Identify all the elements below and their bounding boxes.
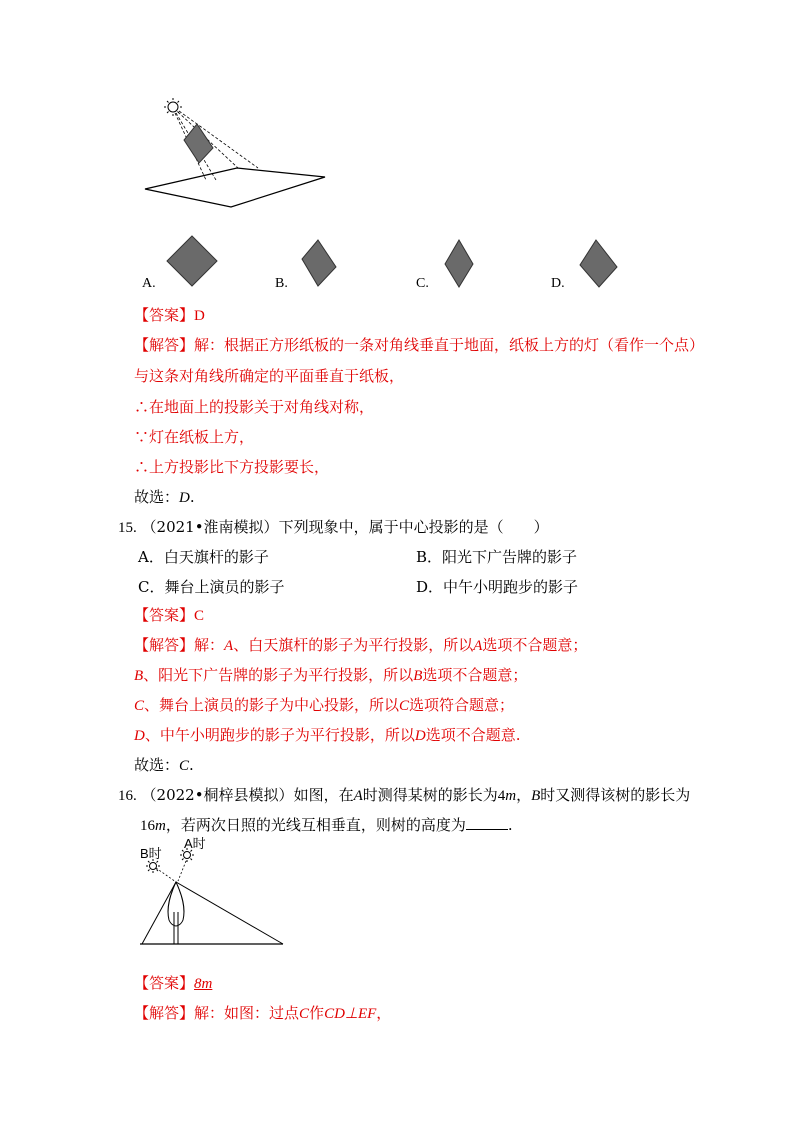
option-label: B． [416, 548, 443, 566]
solution-var: C [399, 698, 410, 714]
stem-number: 16 [140, 818, 155, 834]
q16-solution-line-1 [134, 1003, 391, 1024]
ray-b-lower [176, 882, 283, 944]
conclusion-suffix: . [189, 756, 194, 774]
option-label: D． [416, 578, 444, 596]
solution-prefix: 解： [194, 636, 225, 654]
solution-text: 选项符合题意； [409, 696, 515, 714]
solution-var: C [299, 1006, 310, 1022]
ray-b-upper [156, 868, 176, 882]
solution-var: B [413, 668, 423, 684]
solution-var: B [134, 668, 144, 684]
solution-text: 、阳光下广告牌的影子为平行投影，所以 [143, 666, 414, 684]
conclusion-prefix: 故选： [134, 488, 180, 506]
option-label: A． [138, 548, 164, 566]
solution-text: 、中午小明跑步的影子为平行投影，所以 [144, 726, 415, 744]
answer-value: 8m [194, 976, 213, 992]
a-time-label: A时 [184, 836, 206, 851]
q14-option-c-label: C. [416, 276, 429, 291]
q14-option-b-label: B. [275, 276, 288, 291]
q16-answer [134, 973, 212, 994]
question-number: 16. [118, 788, 137, 804]
stem-text: 如图，在 [293, 786, 354, 804]
solution-text: 作 [309, 1004, 325, 1022]
conclusion-value: D [179, 490, 190, 506]
solution-var: D [134, 728, 145, 744]
solution-text: 解：根据正方形纸板的一条对角线垂直于地面，纸板上方的灯（看作一个点） [194, 336, 705, 354]
ray-a-lower [142, 882, 176, 944]
solution-var: A [473, 638, 483, 654]
jieda-tag: 【解答】 [134, 636, 195, 654]
solution-var: A [224, 638, 234, 654]
answer-value: D [194, 308, 205, 324]
stem-text: ， [516, 786, 532, 804]
stem-text: ，若两次日照的光线互相垂直，则树的高度为 [165, 816, 466, 834]
solution-text: 选项不合题意； [422, 666, 528, 684]
solution-text: 解：如图：过点 [194, 1004, 300, 1022]
stem-var: B [531, 788, 541, 804]
option-text: 中午小明跑步的影子 [443, 578, 579, 596]
conclusion-suffix: . [189, 488, 195, 506]
jieda-tag: 【解答】 [134, 336, 195, 354]
q14-solution-line-4: ∵灯在纸板上方， [134, 428, 255, 446]
solution-text: 选项不合题意； [482, 636, 588, 654]
option-text: 阳光下广告牌的影子 [442, 548, 578, 566]
question-source: （2021•淮南模拟） [141, 518, 279, 536]
q14-option-a-label: A. [142, 276, 156, 291]
stem-number: 4 [497, 788, 506, 804]
question-number: 15. [118, 520, 137, 536]
solution-var: C [134, 698, 145, 714]
option-label: C． [138, 578, 165, 596]
answer-value: C [194, 608, 205, 624]
answer-tag: 【答案】 [134, 606, 195, 624]
question-source: （2022•桐梓县模拟） [141, 786, 294, 804]
answer-tag: 【答案】 [134, 974, 195, 992]
stem-text: 时又测得该树的影长为 [540, 786, 691, 804]
ray-a-upper [178, 861, 186, 881]
q14-solution-line-3: ∴在地面上的投影关于对角线对称， [134, 398, 375, 416]
conclusion-prefix: 故选： [134, 756, 180, 774]
option-text: 白天旗杆的影子 [163, 548, 269, 566]
q14-solution-line-2: 与这条对角线所确定的平面垂直于纸板， [134, 367, 405, 385]
solution-var: D [414, 728, 426, 744]
solution-text: 、白天旗杆的影子为平行投影，所以 [233, 636, 474, 654]
conclusion-value: C [179, 758, 190, 774]
jieda-tag: 【解答】 [134, 1004, 195, 1022]
stem-unit: m [155, 818, 166, 834]
stem-var: A [353, 788, 363, 804]
solution-text: 选项不合题意. [425, 726, 521, 744]
solution-text: ， [376, 1004, 392, 1022]
b-time-label: B时 [140, 846, 162, 861]
solution-expr: CD⊥EF [324, 1006, 377, 1022]
stem-text: 时测得某树的影长为 [362, 786, 498, 804]
question-stem: 下列现象中，属于中心投影的是（ ） [278, 518, 549, 536]
answer-tag: 【答案】 [134, 306, 195, 324]
stem-unit: m [505, 788, 517, 804]
stem-text: . [507, 816, 513, 834]
solution-text: 、舞台上演员的影子为中心投影，所以 [144, 696, 400, 714]
q14-solution-line-5: ∴上方投影比下方投影要长， [134, 458, 330, 476]
sun-b-icon [146, 859, 160, 873]
option-text: 舞台上演员的影子 [164, 578, 285, 596]
q14-option-d-label: D. [551, 276, 565, 291]
